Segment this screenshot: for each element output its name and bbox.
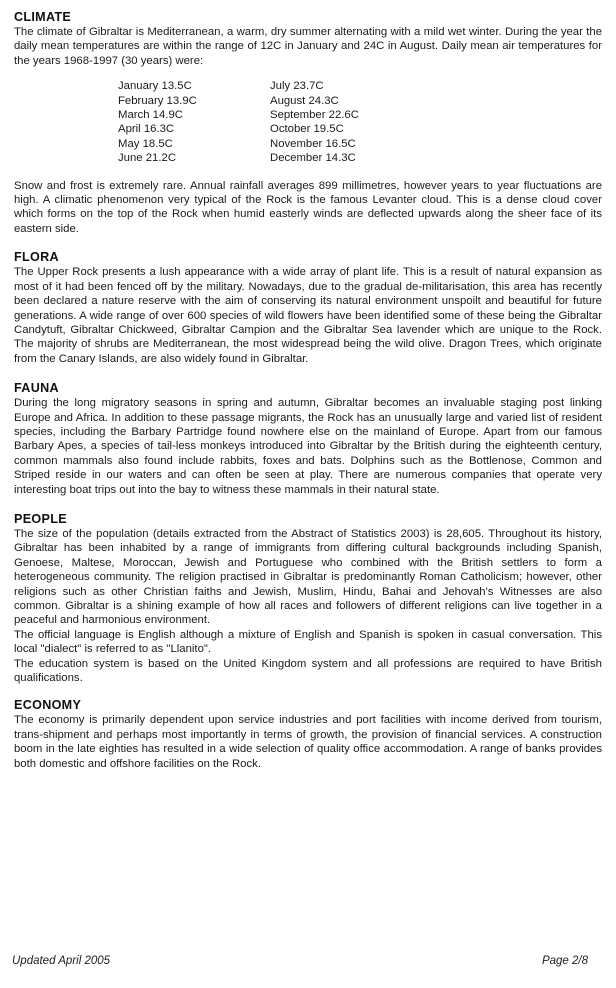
temperature-row: March 14.9C <box>118 109 183 122</box>
temperature-row: September 22.6C <box>270 109 359 122</box>
section-heading: CLIMATE <box>14 10 72 24</box>
temperature-row: May 18.5C <box>118 137 173 150</box>
section-climate <box>14 10 602 236</box>
economy-body: The economy is primarily dependent upon service industries and port facilities with income derived from tourism, trans-shipment and perhaps most importantly in terms of growth, the provision of financial services. A construction boom in the late eighties has resulted in a wide selection of quality office accommodation. A range of banks provides both domestic and offshore facilities on the Rock. <box>14 714 602 770</box>
section-people <box>14 512 602 685</box>
temperature-row: December 14.3C <box>270 152 356 165</box>
temperature-row: November 16.5C <box>270 137 356 150</box>
section-heading: FLORA <box>14 250 59 265</box>
updated-date: Updated April 2005 <box>12 955 111 967</box>
flora-body: The Upper Rock presents a lush appearance with a wide array of plant life. This is a result of natural expansion as most of it had been fenced off by the military. Nowadays, due to the gradual de-militarisation, this area has recently been declared a nature reserve with the aim of conserving its natural environment unspoilt and beautiful for future generations. A wide range of over 600 species of wild flowers have been identified some of these being the Gibraltar Candytuft, Gibraltar Chickweed, Gibraltar Campion and the Gibraltar Sea lavender which are unique to the Rock. The majority of shrubs are Mediterranean, the most widespread being the wild olive. Dragon Trees, which originate from the Canary Islands, are also widely found in Gibraltar. <box>14 266 602 365</box>
climate-outro: Snow and frost is extremely rare. Annual rainfall averages 899 millimetres, however years to year fluctuations are high. A climatic phenomenon very typical of the Rock is the famous Levanter cloud. This is a dense cloud cover which forms on the top of the Rock when humid easterly winds are deflected upwards along the sheer face of its eastern side. <box>14 179 602 235</box>
temperature-row: October 19.5C <box>270 123 344 136</box>
document-page <box>14 10 602 771</box>
section-fauna <box>14 381 602 497</box>
page-number: Page 2/8 <box>541 955 588 967</box>
section-heading: ECONOMY <box>14 698 82 713</box>
temperature-row: August 24.3C <box>270 94 339 107</box>
temperature-column-left <box>118 79 270 165</box>
temperature-row: January 13.5C <box>118 80 192 93</box>
people-paragraph-language: The official language is English although a mixture of English and Spanish is spoken in casual conversation. This local "dialect" is referred to as "Llanito". <box>14 628 602 656</box>
people-paragraph-education: The education system is based on the United Kingdom system and all professions are required to have British qualifications. <box>14 657 602 685</box>
page-footer <box>12 955 588 967</box>
temperature-row: July 23.7C <box>270 80 324 93</box>
climate-intro: The climate of Gibraltar is Mediterranean, a warm, dry summer alternating with a mild wet winter. During the year the daily mean temperatures are within the range of 12C in January and 24C in August. Daily mean air temperatures for the years 1968-1997 (30 years) were: <box>14 26 602 67</box>
section-heading: FAUNA <box>14 381 59 396</box>
temperature-row: June 21.2C <box>118 152 177 165</box>
fauna-body: During the long migratory seasons in spring and autumn, Gibraltar becomes an invaluable staging post linking Europe and Africa. In addition to these passage migrants, the Rock has an unusually large and varied list of resident species, including the Barbary Partridge found nowhere else on the mainland of Europe. Apart from our famous Barbary Apes, a species of tail-less monkeys introduced into Gibraltar by the British during the eighteenth century, common mammals also found include rabbits, foxes and bats. Dolphins such as the Bottlenose, Common and Striped reside in our waters and can often be seen at play. There are numerous companies that operate very interesting boat trips out into the bay to witness these mammals in their natural state. <box>14 397 602 496</box>
temperature-row: April 16.3C <box>118 123 175 136</box>
section-flora <box>14 250 602 366</box>
temperature-table <box>118 79 602 165</box>
section-heading: PEOPLE <box>14 511 67 526</box>
people-paragraph-population: The size of the population (details extracted from the Abstract of Statistics 2003) is 28,605. Throughout its history, Gibraltar has been inhabited by a range of immigrants from differing cultural backgrounds including Spanish, Genoese, Maltese, Moroccan, Jewish and Portuguese who combined with the British settlers to form a heterogeneous community. The religion practised in Gibraltar is predominantly Roman Catholicism; however, other religions such as other Christian faiths and Jewish, Muslim, Hindu, Bahai and Jehovah's Witnesses are also common. Gibraltar is a shining example of how all races and followers of different religions can live together in a peaceful and harmonious environment. <box>14 527 602 627</box>
temperature-column-right <box>270 79 422 165</box>
section-economy <box>14 698 602 771</box>
temperature-row: February 13.9C <box>118 94 197 107</box>
